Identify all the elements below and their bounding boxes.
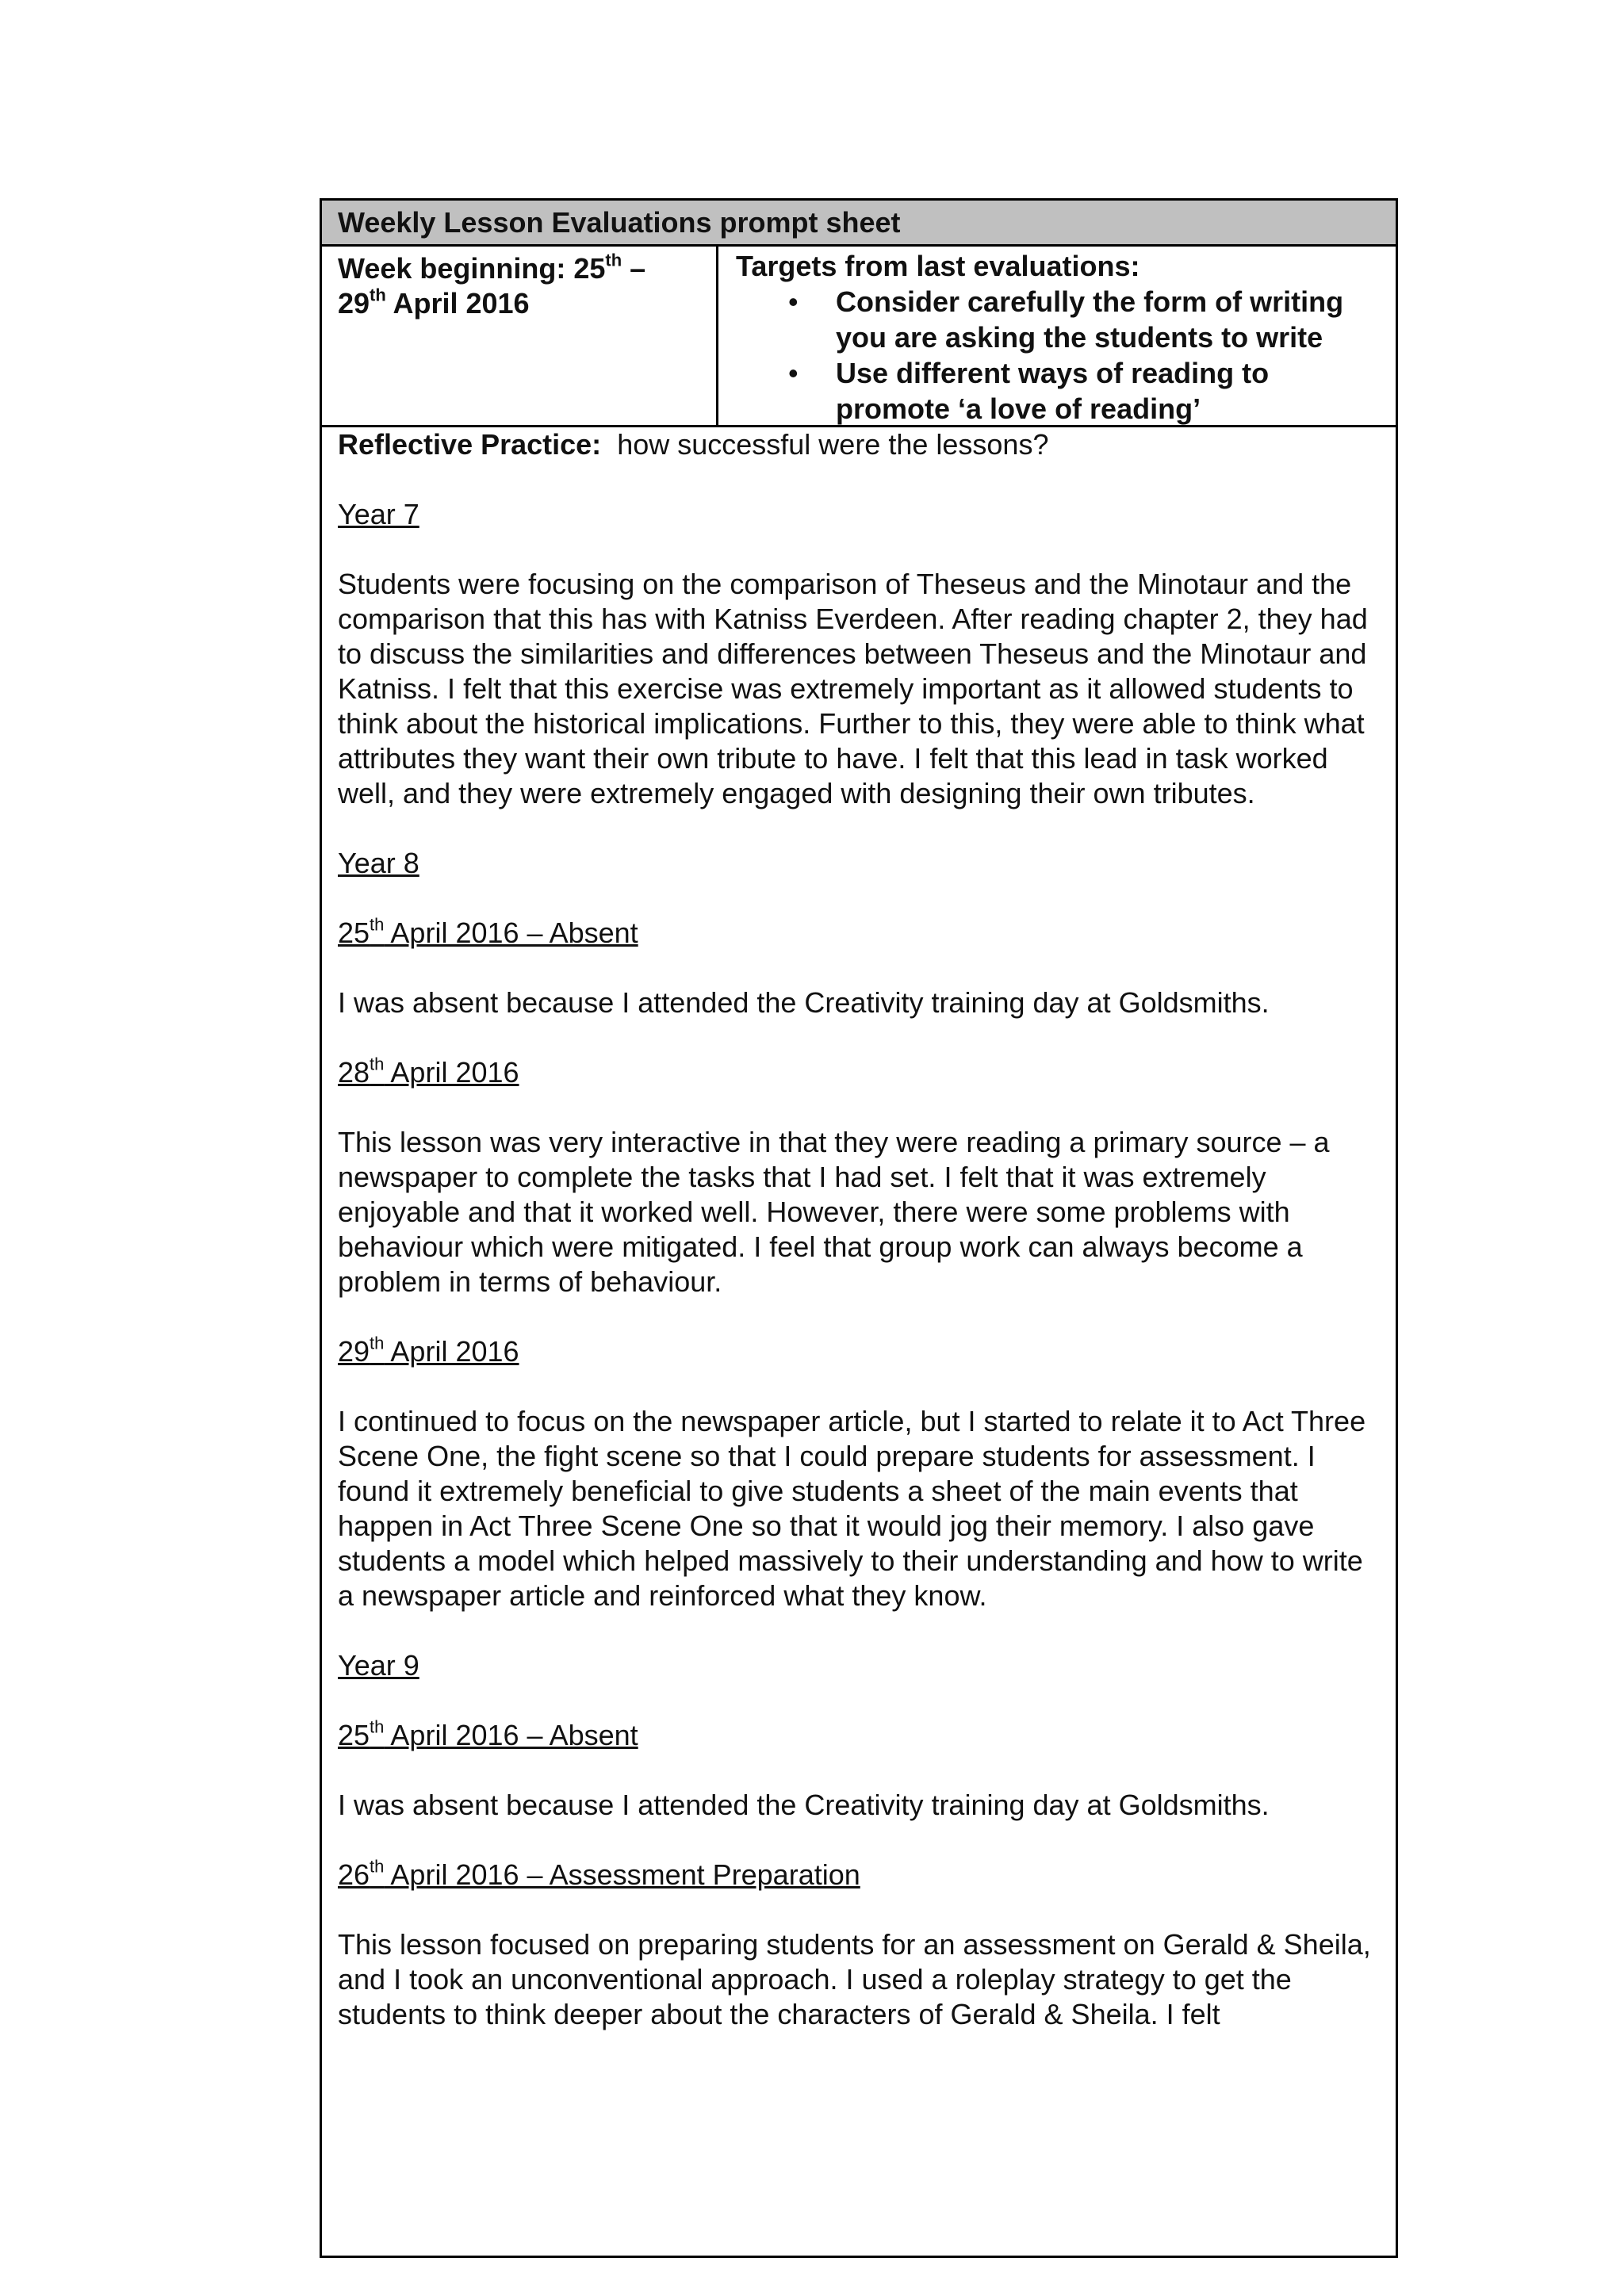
targets-cell [718, 247, 1396, 425]
reflective-practice-heading [338, 427, 1380, 462]
entry-day: 25 [338, 1719, 370, 1751]
target-text: Consider carefully the form of writing you are asking the students to write [836, 285, 1344, 354]
year-8-heading: Year 8 [338, 847, 419, 879]
targets-heading: Targets from last evaluations: [736, 250, 1140, 282]
year-8-entry-28-april [338, 1055, 1380, 1090]
entry-date-rest: April 2016 [384, 1056, 519, 1089]
year-9-entry-26-april [338, 1858, 1380, 1892]
week-end-suffix: th [370, 285, 386, 305]
entry-day-suffix: th [370, 1716, 385, 1737]
week-beginning-cell [322, 247, 718, 425]
entry-day-suffix: th [370, 914, 385, 935]
year-8-paragraph-1: I was absent because I attended the Creativity training day at Goldsmiths. [338, 986, 1270, 1019]
reflective-practice-label: Reflective Practice: [338, 428, 602, 461]
year-8-paragraph-3: I continued to focus on the newspaper article, but I started to relate it to Act Three Scene One, the fight scene so that I could prepare students for assessment. I found it extremely beneficial to give students a sheet of the main events that happen in Act Three Scene One so that it would jog their memory. I also gave students a model which helped massively to their understanding and how to write a newspaper article and reinforced what they know. [338, 1405, 1366, 1612]
reflective-practice-question: how successful were the lessons? [601, 428, 1049, 461]
year-8-entry-29-april [338, 1334, 1380, 1369]
week-line-1 [338, 251, 716, 286]
year-9-paragraph-2: This lesson focused on preparing students for an assessment on Gerald & Sheila, and I took an unconventional approach. I used a roleplay strategy to get the students to think deeper about the characters of Gerald & Sheila. I felt [338, 1928, 1371, 2030]
entry-day-suffix: th [370, 1054, 385, 1074]
entry-day: 26 [338, 1858, 370, 1891]
bullet-icon: • [788, 357, 799, 389]
entry-day-suffix: th [370, 1333, 385, 1353]
week-end-month-year: April 2016 [385, 287, 530, 320]
entry-date-rest: April 2016 – Absent [384, 1719, 638, 1751]
year-9-paragraph-1: I was absent because I attended the Creativity training day at Goldsmiths. [338, 1789, 1270, 1821]
entry-day-suffix: th [370, 1856, 385, 1877]
year-7-heading: Year 7 [338, 498, 419, 530]
year-9-entry-25-april [338, 1718, 1380, 1753]
year-9-heading: Year 9 [338, 1649, 419, 1682]
week-dash: – [622, 252, 646, 285]
week-end-text: 29 [338, 287, 370, 320]
week-line-2 [338, 286, 716, 321]
year-8-entry-25-april [338, 916, 1380, 951]
entry-day: 29 [338, 1335, 370, 1368]
bullet-icon: • [788, 285, 799, 318]
target-item [736, 284, 1377, 355]
reflective-practice-cell [322, 427, 1396, 2256]
week-start-text: Week beginning: 25 [338, 252, 606, 285]
targets-list [736, 284, 1377, 427]
meta-row [322, 247, 1396, 427]
target-text: Use different ways of reading to promote ‘a love of reading’ [836, 357, 1270, 425]
lesson-evaluation-table [320, 198, 1398, 2258]
year-8-paragraph-2: This lesson was very interactive in that they were reading a primary source – a newspaper to complete the tasks that I had set. I felt that it was extremely enjoyable and that it worked well. However, there were some problems with behaviour which were mitigated. I feel that group work can always become a problem in terms of behaviour. [338, 1126, 1330, 1298]
week-start-suffix: th [605, 250, 622, 270]
entry-date-rest: April 2016 – Assessment Preparation [384, 1858, 860, 1891]
year-7-paragraph: Students were focusing on the comparison of Theseus and the Minotaur and the comparison that this has with Katniss Everdeen. After reading chapter 2, they had to discuss the similarities and differences between Theseus and the Minotaur and Katniss. I felt that this exercise was extremely important as it allowed students to think about the historical implications. Further to this, they were able to think what attributes they want their own tribute to have. I felt that this lead in task worked well, and they were extremely engaged with designing their own tributes. [338, 568, 1368, 809]
entry-day: 28 [338, 1056, 370, 1089]
entry-day: 25 [338, 916, 370, 949]
sheet-title: Weekly Lesson Evaluations prompt sheet [322, 201, 1396, 247]
entry-date-rest: April 2016 [384, 1335, 519, 1368]
entry-date-rest: April 2016 – Absent [384, 916, 638, 949]
target-item [736, 355, 1377, 427]
